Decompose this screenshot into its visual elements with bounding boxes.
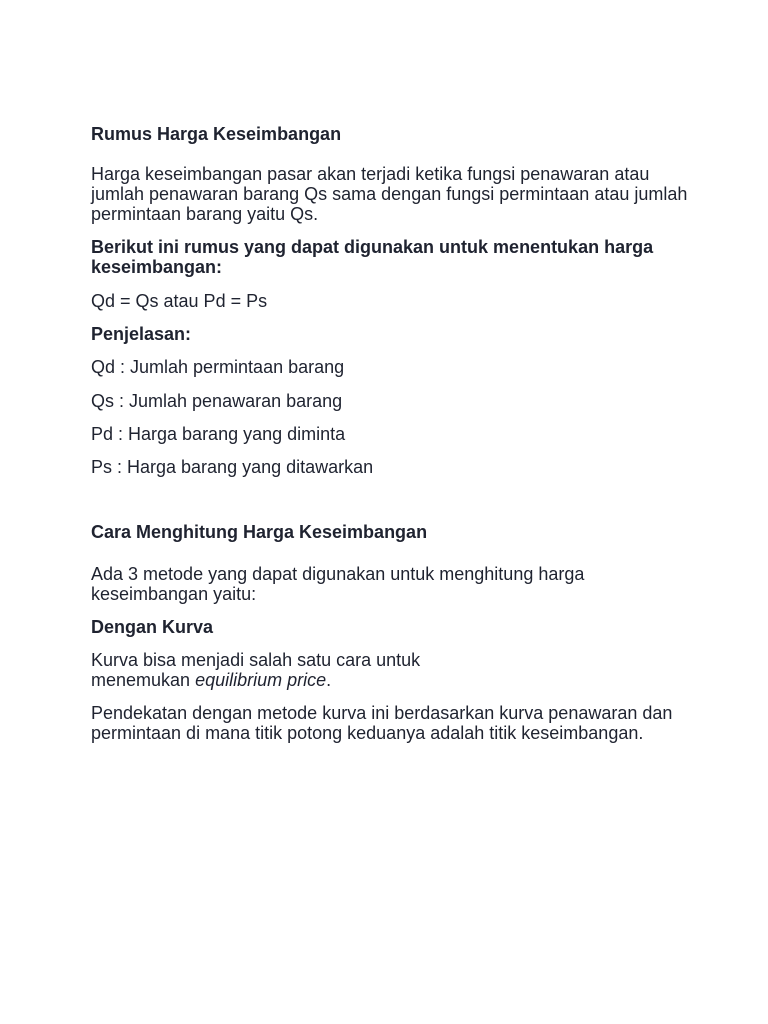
paragraph-kurva-line2-prefix: menemukan [91, 670, 196, 690]
method-heading-kurva: Dengan Kurva [91, 617, 214, 637]
section-heading-cara: Cara Menghitung Harga Keseimbangan [91, 522, 428, 542]
definition-pd: Pd : Harga barang yang diminta [91, 424, 346, 444]
paragraph-kurva-line2-suffix: . [326, 670, 332, 690]
definition-ps: Ps : Harga barang yang ditawarkan [91, 457, 374, 477]
equilibrium-price-emphasis: equilibrium price [195, 670, 327, 690]
section-heading-rumus: Rumus Harga Keseimbangan [91, 124, 342, 144]
explanation-heading: Penjelasan: [91, 324, 192, 344]
paragraph-kurva-line1: Kurva bisa menjadi salah satu cara untuk [91, 650, 421, 670]
formula-text: Qd = Qs atau Pd = Ps [91, 291, 268, 311]
paragraph-methods-intro: Ada 3 metode yang dapat digunakan untuk menghitung harga keseimbangan yaitu: [91, 564, 585, 604]
paragraph-formula-lead: Berikut ini rumus yang dapat digunakan untuk menentukan harga keseimbangan: [91, 237, 654, 277]
paragraph-kurva [91, 650, 691, 690]
paragraph-kurva-detail: Pendekatan dengan metode kurva ini berdasarkan kurva penawaran dan permintaan di mana titik potong keduanya adalah titik keseimbangan. [91, 703, 673, 743]
definition-qs: Qs : Jumlah penawaran barang [91, 391, 343, 411]
definition-qd: Qd : Jumlah permintaan barang [91, 357, 345, 377]
paragraph-intro: Harga keseimbangan pasar akan terjadi ketika fungsi penawaran atau jumlah penawaran barang Qs sama dengan fungsi permintaan atau jumlah permintaan barang yaitu Qs. [91, 164, 688, 224]
